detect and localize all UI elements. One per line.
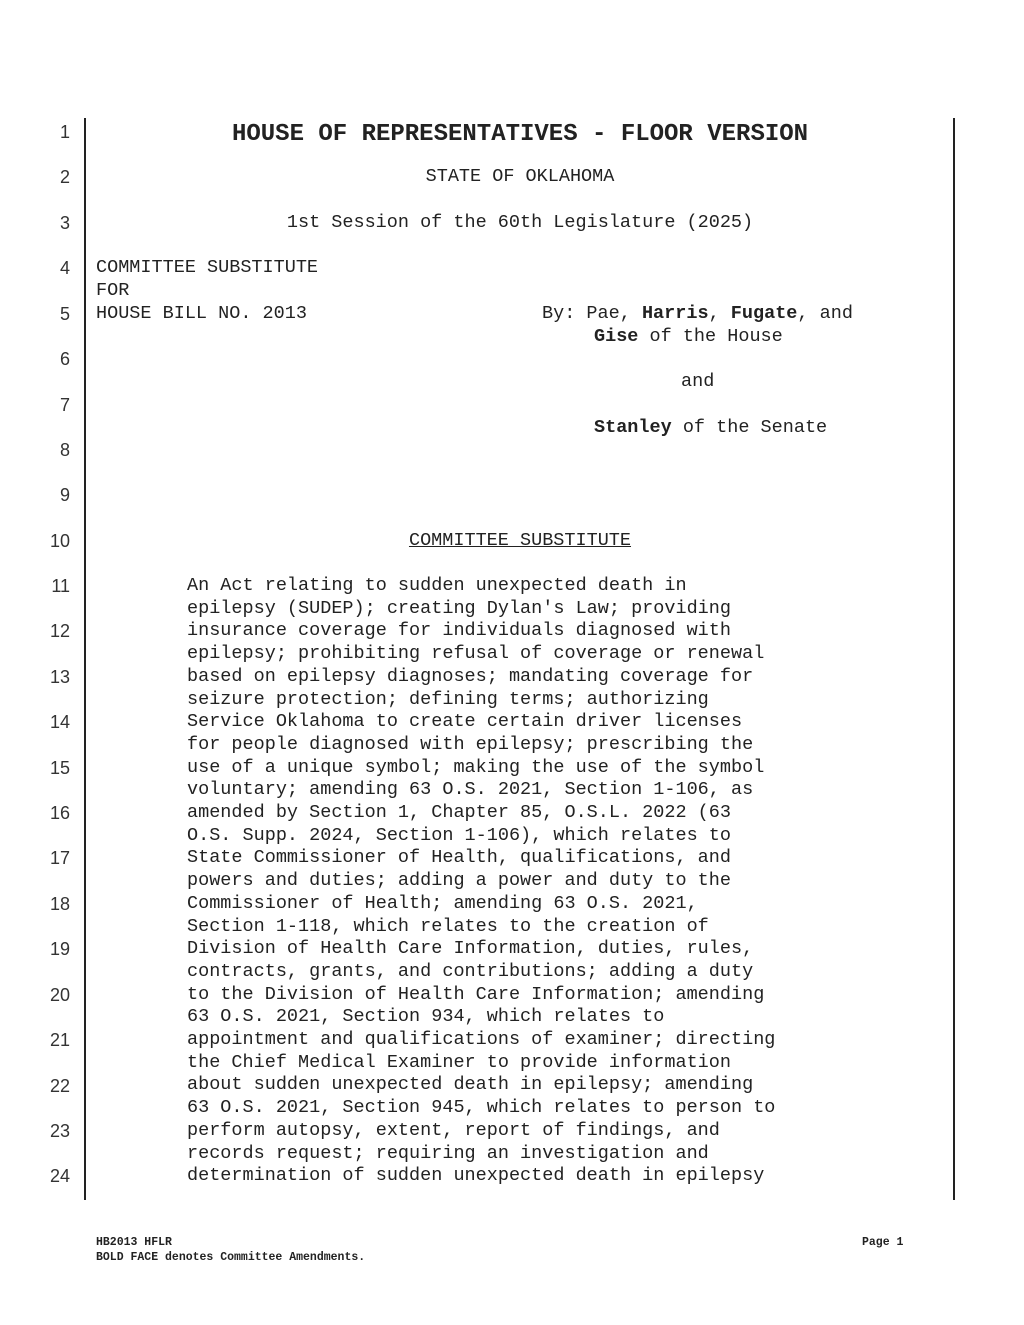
author-separator: , <box>619 303 642 324</box>
author-separator: , <box>708 303 731 324</box>
line-number: 23 <box>49 1121 70 1141</box>
line-number: 10 <box>49 531 70 551</box>
abstract-line: epilepsy (SUDEP); creating Dylan's Law; providing <box>187 597 731 619</box>
line-number: 2 <box>59 167 70 187</box>
line-number: 24 <box>49 1166 70 1186</box>
bill-number: HOUSE BILL NO. 2013 <box>96 303 307 324</box>
line-number: 7 <box>59 395 70 415</box>
line-number: 11 <box>51 576 70 596</box>
line-number: 4 <box>59 258 70 278</box>
abstract-line: based on epilepsy diagnoses; mandating coverage for <box>187 665 754 687</box>
abstract-line: determination of sudden unexpected death in epilepsy <box>187 1165 765 1187</box>
senator-name-bold: Stanley <box>594 417 672 438</box>
line-number: 14 <box>49 712 70 732</box>
abstract-line: seizure protection; defining terms; authorizing <box>187 688 709 710</box>
line-number: 12 <box>49 621 70 641</box>
page-title: HOUSE OF REPRESENTATIVES - FLOOR VERSION <box>231 121 809 148</box>
session-label: 1st Session of the 60th Legislature (2025) <box>286 212 754 233</box>
abstract-line: Division of Health Care Information, duties, rules, <box>187 938 754 960</box>
abstract-line: O.S. Supp. 2024, Section 1-106), which relates to <box>187 824 731 846</box>
abstract-line: State Commissioner of Health, qualifications, and <box>187 847 731 869</box>
line-number: 15 <box>49 758 70 778</box>
abstract-line: 63 O.S. 2021, Section 945, which relates to person to <box>187 1097 776 1119</box>
line-number: 8 <box>59 440 70 460</box>
line-number: 17 <box>49 848 70 868</box>
abstract-line: amended by Section 1, Chapter 85, O.S.L. 2022 (63 <box>187 802 731 824</box>
left-margin-rule <box>84 118 86 1200</box>
line-number: 6 <box>59 349 70 369</box>
house-suffix: of the House <box>638 326 783 347</box>
abstract-line: about sudden unexpected death in epilepsy; amending <box>187 1074 754 1096</box>
abstract-line: An Act relating to sudden unexpected death in <box>187 575 687 596</box>
authors-and: and <box>681 371 715 392</box>
line-number: 16 <box>49 803 70 823</box>
abstract-line: powers and duties; adding a power and duty to the <box>187 870 731 892</box>
abstract-line: for people diagnosed with epilepsy; prescribing the <box>187 733 754 755</box>
abstract-line: perform autopsy, extent, report of findings, and <box>187 1119 720 1141</box>
abstract-line: Commissioner of Health; amending 63 O.S. 2021, <box>187 892 698 914</box>
abstract-line: use of a unique symbol; making the use of the symbol <box>187 756 765 778</box>
abstract-line: Service Oklahoma to create certain driver licenses <box>187 711 743 733</box>
line-number: 19 <box>49 939 70 959</box>
author-separator: , and <box>797 303 853 324</box>
authors-line <box>542 303 853 325</box>
abstract-line: appointment and qualifications of examiner; directing <box>187 1029 776 1051</box>
line-number: 1 <box>59 122 70 142</box>
section-heading: COMMITTEE SUBSTITUTE <box>408 530 632 551</box>
line-number: 3 <box>59 213 70 233</box>
author-name-bold: Gise <box>594 326 639 347</box>
authors-line-2 <box>594 326 783 348</box>
abstract-line: to the Division of Health Care Information; amending <box>187 983 765 1005</box>
author-name-bold: Fugate <box>730 303 798 324</box>
line-number: 21 <box>49 1030 70 1050</box>
senate-author-line <box>594 417 827 439</box>
by-label: By: <box>542 303 576 324</box>
abstract-line: epilepsy; prohibiting refusal of coverage or renewal <box>187 643 765 665</box>
footer-doc-id: HB2013 HFLR <box>96 1236 172 1249</box>
footer-note: BOLD FACE denotes Committee Amendments. <box>96 1251 366 1264</box>
senate-suffix: of the Senate <box>671 417 828 438</box>
bill-for-line: FOR <box>96 280 130 301</box>
abstract-line: Section 1-118, which relates to the creation of <box>187 915 709 937</box>
page-number: Page 1 <box>862 1236 904 1249</box>
line-number: 5 <box>59 304 70 324</box>
line-number: 18 <box>49 894 70 914</box>
act-abstract <box>187 575 847 1188</box>
state-name: STATE OF OKLAHOMA <box>425 166 615 187</box>
abstract-line: records request; requiring an investigation and <box>187 1142 709 1164</box>
author-name: Pae <box>586 303 620 324</box>
line-number: 9 <box>59 485 70 505</box>
abstract-line: contracts, grants, and contributions; adding a duty <box>187 960 754 982</box>
line-number: 13 <box>49 667 70 687</box>
author-name-bold: Harris <box>641 303 709 324</box>
abstract-line: voluntary; amending 63 O.S. 2021, Section 1-106, as <box>187 779 754 801</box>
line-number: 20 <box>49 985 70 1005</box>
bill-type-line: COMMITTEE SUBSTITUTE <box>96 257 319 278</box>
abstract-line: 63 O.S. 2021, Section 934, which relates to <box>187 1006 665 1028</box>
line-number: 22 <box>49 1076 70 1096</box>
abstract-line: insurance coverage for individuals diagnosed with <box>187 620 731 642</box>
abstract-line: the Chief Medical Examiner to provide information <box>187 1051 731 1073</box>
right-margin-rule <box>953 118 955 1200</box>
